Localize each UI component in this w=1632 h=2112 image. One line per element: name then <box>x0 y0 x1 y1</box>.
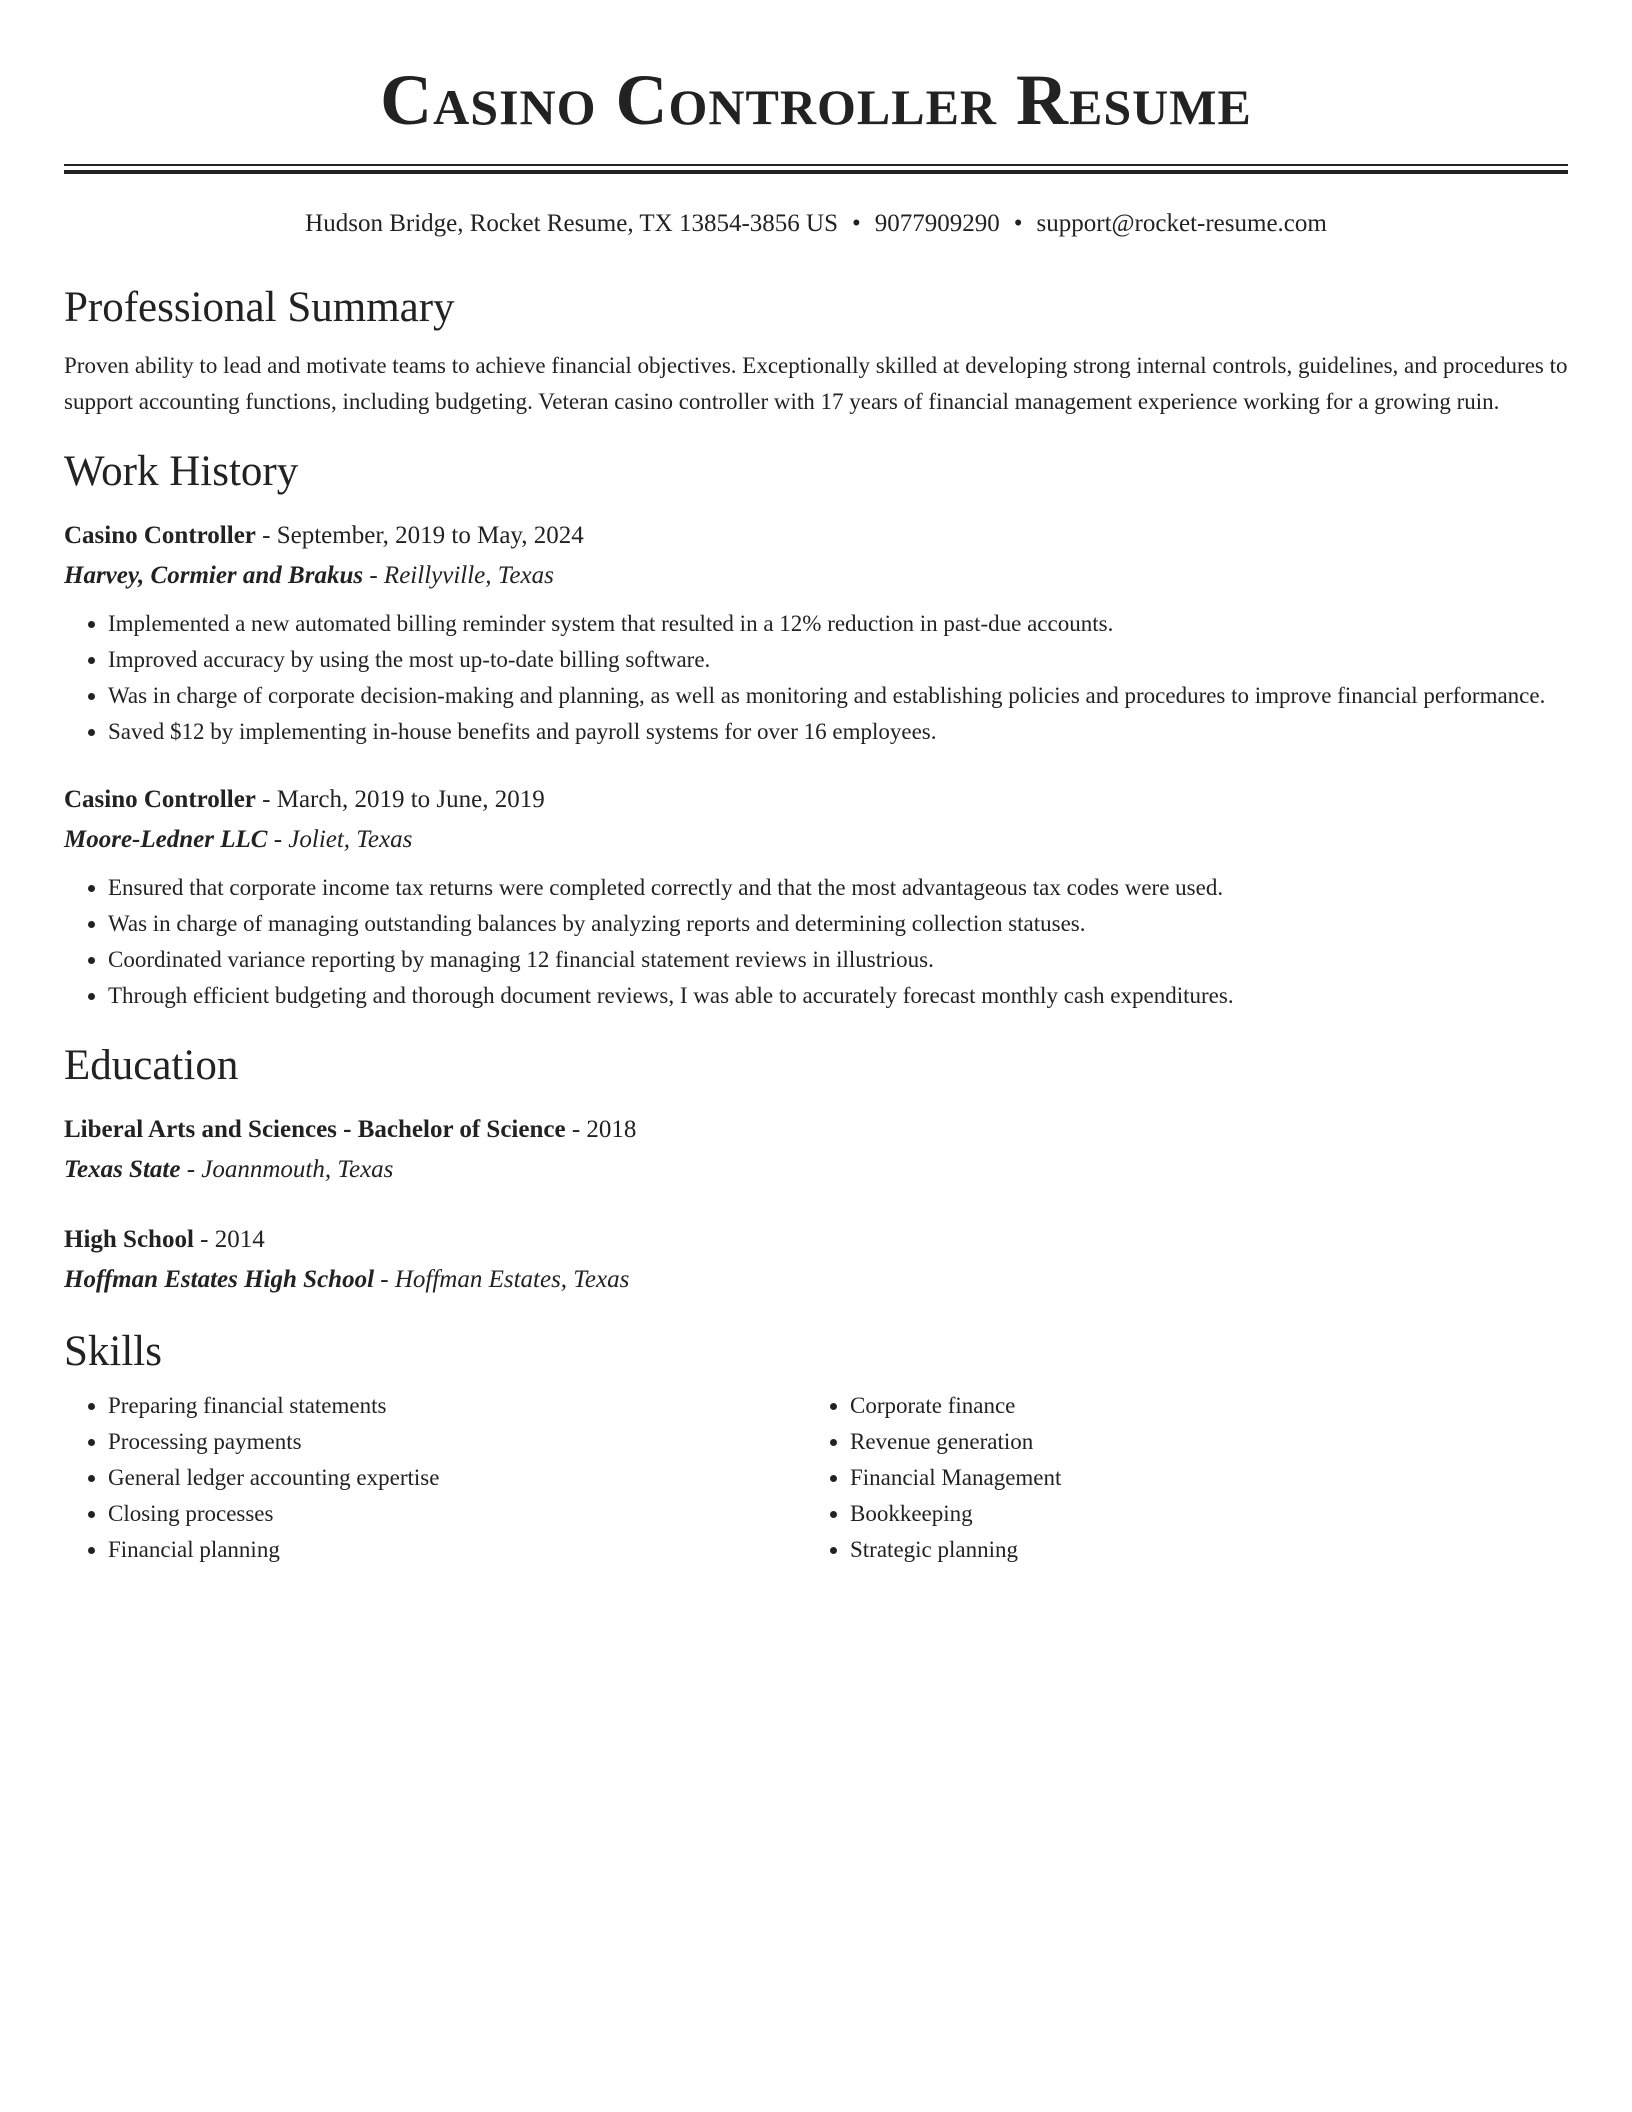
job-company-line <box>64 820 1568 860</box>
list-item: • Ensured that corporate income tax returns were completed correctly and that the most advantageous tax codes were used. <box>108 870 1568 906</box>
list-item: • Preparing financial statements <box>108 1388 806 1424</box>
job-company: Harvey, Cormier and Brakus <box>64 562 364 589</box>
education-school: Hoffman Estates High School <box>64 1266 375 1293</box>
contact-address: Hudson Bridge, Rocket Resume, TX 13854-3856 US <box>305 210 838 237</box>
list-item: • Coordinated variance reporting by managing 12 financial statement reviews in illustrious. <box>108 942 1568 978</box>
list-item: • Saved $12 by implementing in-house benefits and payroll systems for over 16 employees. <box>108 714 1568 750</box>
contact-email: support@rocket-resume.com <box>1036 210 1327 237</box>
list-item: • Financial Management <box>850 1460 1548 1496</box>
education-location: - Joannmouth, Texas <box>180 1156 394 1183</box>
skills-heading: Skills <box>64 1328 162 1375</box>
list-item: • Revenue generation <box>850 1424 1548 1460</box>
list-item: • Processing payments <box>108 1424 806 1460</box>
education-entry <box>64 1110 1568 1190</box>
skills-column-left <box>64 1388 806 1568</box>
job-entry <box>64 780 1568 1014</box>
skills-column-right <box>806 1388 1548 1568</box>
resume-title: Casino Controller Resume <box>380 60 1252 140</box>
job-company-line <box>64 556 1568 596</box>
contact-separator: • <box>1013 210 1023 237</box>
contact-phone: 9077909290 <box>874 210 1000 237</box>
list-item: • Was in charge of managing outstanding balances by analyzing reports and determining collection statuses. <box>108 906 1568 942</box>
job-title-line <box>64 780 1568 820</box>
education-year: - 2014 <box>193 1226 265 1253</box>
job-location: - Reillyville, Texas <box>363 562 554 589</box>
job-title: Casino Controller <box>64 786 256 813</box>
job-company: Moore-Ledner LLC <box>64 826 268 853</box>
list-item: • General ledger accounting expertise <box>108 1460 806 1496</box>
skills-grid <box>64 1388 1568 1568</box>
education-location: - Hoffman Estates, Texas <box>374 1266 630 1293</box>
education-degree: High School <box>64 1226 194 1253</box>
contact-line <box>64 206 1568 242</box>
education-school-line <box>64 1150 1568 1190</box>
education-school: Texas State <box>64 1156 181 1183</box>
job-title-line <box>64 516 1568 556</box>
list-item: • Implemented a new automated billing reminder system that resulted in a 12% reduction in past-due accounts. <box>108 606 1568 642</box>
title-divider <box>64 164 1568 174</box>
education-degree-line <box>64 1220 1568 1260</box>
summary-text: Proven ability to lead and motivate teams to achieve financial objectives. Exceptionally skilled at developing strong internal controls, guidelines, and procedures to support accounting functions, including budgeting. Veteran casino controller with 17 years of financial management experience working for a growing ruin. <box>64 353 1568 414</box>
list-item: • Through efficient budgeting and thorough document reviews, I was able to accurately forecast monthly cash expenditures. <box>108 978 1568 1014</box>
job-location: - Joliet, Texas <box>267 826 413 853</box>
list-item: • Strategic planning <box>850 1532 1548 1568</box>
job-dates: - March, 2019 to June, 2019 <box>255 786 545 813</box>
education-school-line <box>64 1260 1568 1300</box>
education-degree: Liberal Arts and Sciences - Bachelor of Science <box>64 1116 566 1143</box>
list-item: • Bookkeeping <box>850 1496 1548 1532</box>
list-item: • Improved accuracy by using the most up-to-date billing software. <box>108 642 1568 678</box>
job-bullets <box>64 870 1568 1014</box>
summary-heading: Professional Summary <box>64 284 455 331</box>
work-history-heading: Work History <box>64 448 299 495</box>
contact-separator: • <box>852 210 861 237</box>
education-entry <box>64 1220 1568 1300</box>
job-dates: - September, 2019 to May, 2024 <box>255 522 584 549</box>
list-item: • Closing processes <box>108 1496 806 1532</box>
education-degree-line <box>64 1110 1568 1150</box>
education-heading: Education <box>64 1042 239 1089</box>
job-title: Casino Controller <box>64 522 256 549</box>
list-item: • Financial planning <box>108 1532 806 1568</box>
education-year: - 2018 <box>565 1116 637 1143</box>
list-item: • Was in charge of corporate decision-making and planning, as well as monitoring and establishing policies and procedures to improve financial performance. <box>108 678 1568 714</box>
list-item: • Corporate finance <box>850 1388 1548 1424</box>
job-bullets <box>64 606 1568 750</box>
job-entry <box>64 516 1568 750</box>
